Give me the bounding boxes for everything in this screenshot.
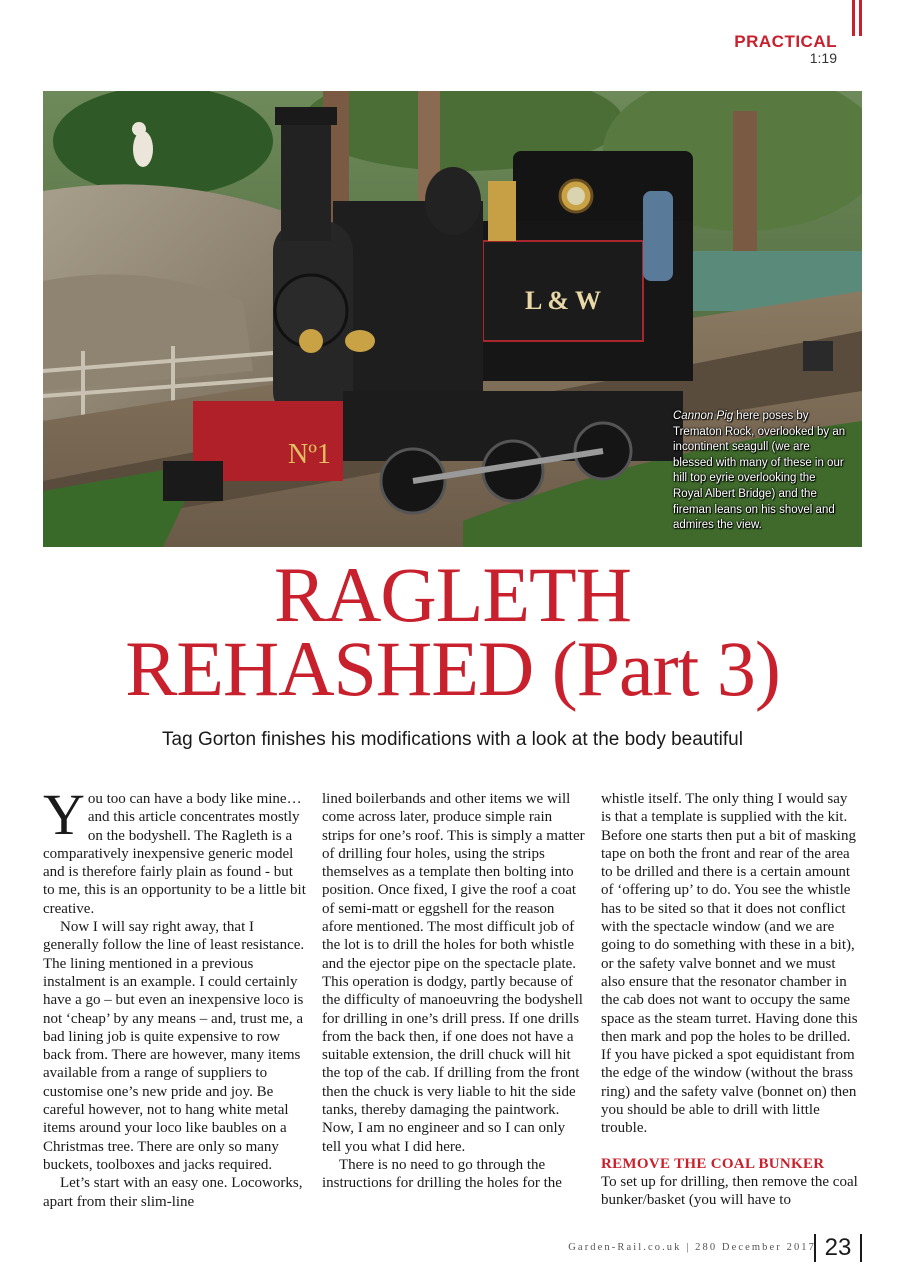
paragraph-text: ou too can have a body like mine… and this article concentrates mostly on the bodyshell. The Ragleth is a comparatively inexpensive generic model and is therefore fairly plain as found - but to me, this is an opportunity to be a little bit creative.	[43, 791, 306, 917]
article-paragraph	[43, 782, 306, 918]
caption-text: here poses by Trematon Rock, overlooked by an incontinent seagull (we are blessed with many of these in our hill top eyrie overlooking the Royal Albert Bridge) and the fireman leans on his shovel and admires the view.	[673, 410, 846, 532]
section-label	[734, 33, 837, 65]
article-paragraph: Let’s start with an easy one. Locoworks, apart from their slim-line	[43, 1175, 303, 1210]
article-column-1	[43, 782, 306, 1211]
footer-publication: Garden-Rail.co.uk | 280 December 2017	[568, 1242, 816, 1253]
loco-lettering: L & W	[524, 286, 602, 315]
article-paragraph: To set up for drilling, then remove the coal bunker/basket (you will have to	[601, 1173, 858, 1209]
article-column-2	[322, 790, 585, 1193]
section-title: PRACTICAL	[734, 32, 837, 51]
standfirst: Tag Gorton finishes his modifications with a look at the body beautiful	[162, 729, 743, 750]
locomotive-photo	[43, 91, 862, 547]
article-paragraph: lined boilerbands and other items we will come across later, produce simple rain strips for one’s roof. This is simply a matter of drilling four holes, using the strips themselves as a template then bolting into position. Once fixed, I give the roof a coat of semi-matt or eggshell for the reason afore mentioned. The most difficult job of the lot is to drill the holes for both whistle and the ejector pipe on the spectacle plate. This operation is dodgy, partly because of the difficulty of manoeuvring the bodyshell for drilling in one’s drill press. If one drills from the back then, if one does not have a suitable extension, the drill chuck will hit the top of the cab. If drilling from the front then the chuck is very liable to hit the side tanks, thereby damaging the paintwork. Now, I am no engineer and so I can only tell you what I did here.	[322, 791, 585, 1155]
loco-number: Nº1	[288, 439, 331, 470]
article-paragraph: There is no need to go through the instructions for drilling the holes for the	[322, 1156, 562, 1192]
scale-label: 1:19	[809, 50, 837, 66]
headline-line-1: RAGLETH	[274, 551, 631, 638]
headline-line-2: REHASHED (Part 3)	[125, 625, 780, 712]
edge-bar-right	[859, 0, 862, 36]
article-paragraph: whistle itself. The only thing I would say is that a template is supplied with the kit. Before one starts then put a bit of masking tape on both the front and rear of the area to be drilled and there is a certain amount of ‘offering up’ to do. You see the whistle has to be sited so that it does not conflict with the spectacle window (and we are going to do something with these in a bit), or the safety valve bonnet and we must also ensure that the resonator chamber in the cab does not want to occupy the same space as the steam turret. Having done this then mark and pop the holes to be drilled. If you have picked a spot equidistant from the edge of the window (without the brass ring) and the safety valve (bonnet on) then you should be able to drill with little trouble.	[601, 791, 858, 1137]
photo-caption	[673, 409, 848, 534]
section-subhead: REMOVE THE COAL BUNKER	[601, 1155, 825, 1172]
edge-bar-left	[852, 0, 855, 36]
page-number: 23	[814, 1234, 862, 1262]
article-column-3	[601, 790, 861, 1210]
article-paragraph: Now I will say right away, that I generally follow the line of least resistance. The lining mentioned in a previous instalment is an example. I could certainly have a go – but even an inexpensive loco is not ‘cheap’ by any means – and, trust me, a bad lining job is quite expensive to row back from. There are however, many items available from a range of suppliers to customise one’s new pride and joy. Be careful however, not to hang white metal items around your loco like baubles on a Christmas tree. There are only so many buckets, toolboxes and jacks required.	[43, 919, 305, 1173]
drop-cap: Y	[43, 782, 85, 847]
caption-loco-name: Cannon Pig	[673, 410, 734, 422]
